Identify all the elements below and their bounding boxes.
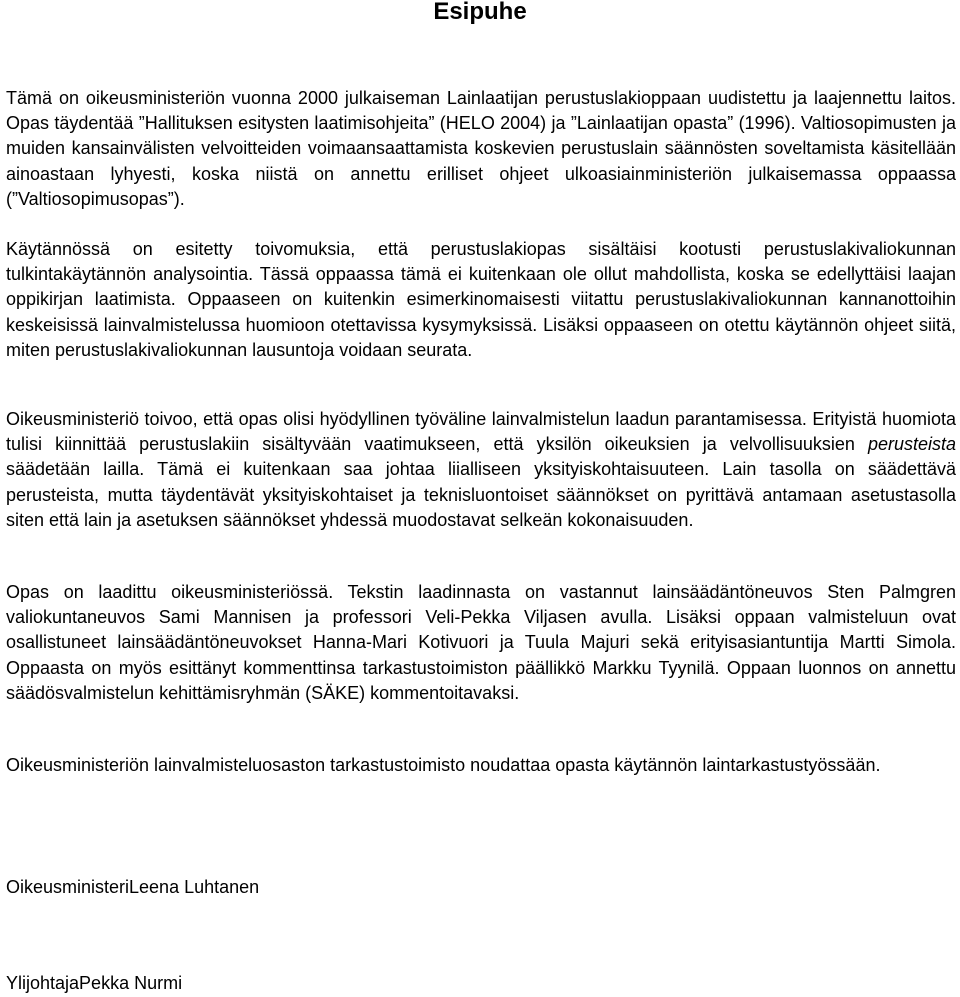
paragraph-ministry-hopes-part2: säädetään lailla. Tämä ei kuitenkaan saa johtaa liialliseen yksityiskohtaisuuteen. Lain tasolla on säädettävä perusteista, mutta täydentävät yksityiskohtaiset ja teknisluontoiset säännökset on pyrittävä antamaan asetustasolla siten että lain ja asetuksen säännökset yhdessä muodostavat selkeän kokonaisuuden. — [6, 459, 956, 530]
signature-director: YlijohtajaPekka Nurmi — [6, 973, 183, 993]
paragraph-practice: Käytännössä on esitetty toivomuksia, että perustuslakiopas sisältäisi kootusti perustuslakivaliokunnan tulkintakäytännön analysointia. Tässä oppaassa tämä ei kuitenkaan ole ollut mahdollista, koska se edellyttäisi laajan oppikirjan laatimista. Oppaaseen on kuitenkin esimerkinomaisesti viitattu perustuslakivaliokunnan kannanottoihin keskeisissä lainvalmistelussa huomioon otettavissa kysymyksissä. Lisäksi oppaaseen on otettu käytännön ohjeet siitä, miten perustuslakivaliokunnan lausuntoja voidaan seurata. — [6, 239, 956, 360]
paragraph-usage: Oikeusministeriön lainvalmisteluosaston tarkastustoimisto noudattaa opasta käytännön laintarkastustyössään. — [6, 755, 881, 775]
emphasis-perusteista: perusteista — [867, 434, 956, 455]
paragraph-ministry-hopes-part1: Oikeusministeriö toivoo, että opas olisi hyödyllinen työväline lainvalmistelun laadun parantamisessa. Erityistä huomiota tulisi kiinnittää perustuslakiin sisältyvään vaatimukseen, että yksilön oikeuksien ja velvollisuuksien — [6, 409, 956, 455]
paragraph-ministry-hopes — [6, 407, 956, 533]
page-title: Esipuhe — [433, 0, 527, 25]
paragraph-authors: Opas on laadittu oikeusministeriössä. Tekstin laadinnasta on vastannut lainsäädäntöneuvos Sten Palmgren valiokuntaneuvos Sami Mannisen ja professori Veli-Pekka Viljasen avulla. Lisäksi oppaan valmisteluun ovat osallistuneet lainsäädäntöneuvokset Hanna-Mari Kotivuori ja Tuula Majuri sekä erityisasiantuntija Martti Simola. Oppaasta on myös esittänyt kommenttinsa tarkastustoimiston päällikkö Markku Tyynilä. Oppaan luonnos on annettu säädösvalmistelun kehittämisryhmän (SÄKE) kommentoitavaksi. — [6, 582, 956, 703]
signature-minister: OikeusministeriLeena Luhtanen — [6, 877, 260, 897]
paragraph-intro: Tämä on oikeusministeriön vuonna 2000 julkaiseman Lainlaatijan perustuslakioppaan uudistettu ja laajennettu laitos. Opas täydentää ”Hallituksen esitysten laatimisohjeita” (HELO 2004) ja ”Lainlaatijan opasta” (1996). Valtiosopimusten ja muiden kansainvälisten velvoitteiden voimaansaattamista koskevien perustuslain säännösten soveltamista käsitellään ainoastaan lyhyesti, koska niistä on annettu erilliset ohjeet ulkoasiainministeriön julkaisemassa oppaassa (”Valtiosopimusopas”). — [6, 88, 956, 209]
